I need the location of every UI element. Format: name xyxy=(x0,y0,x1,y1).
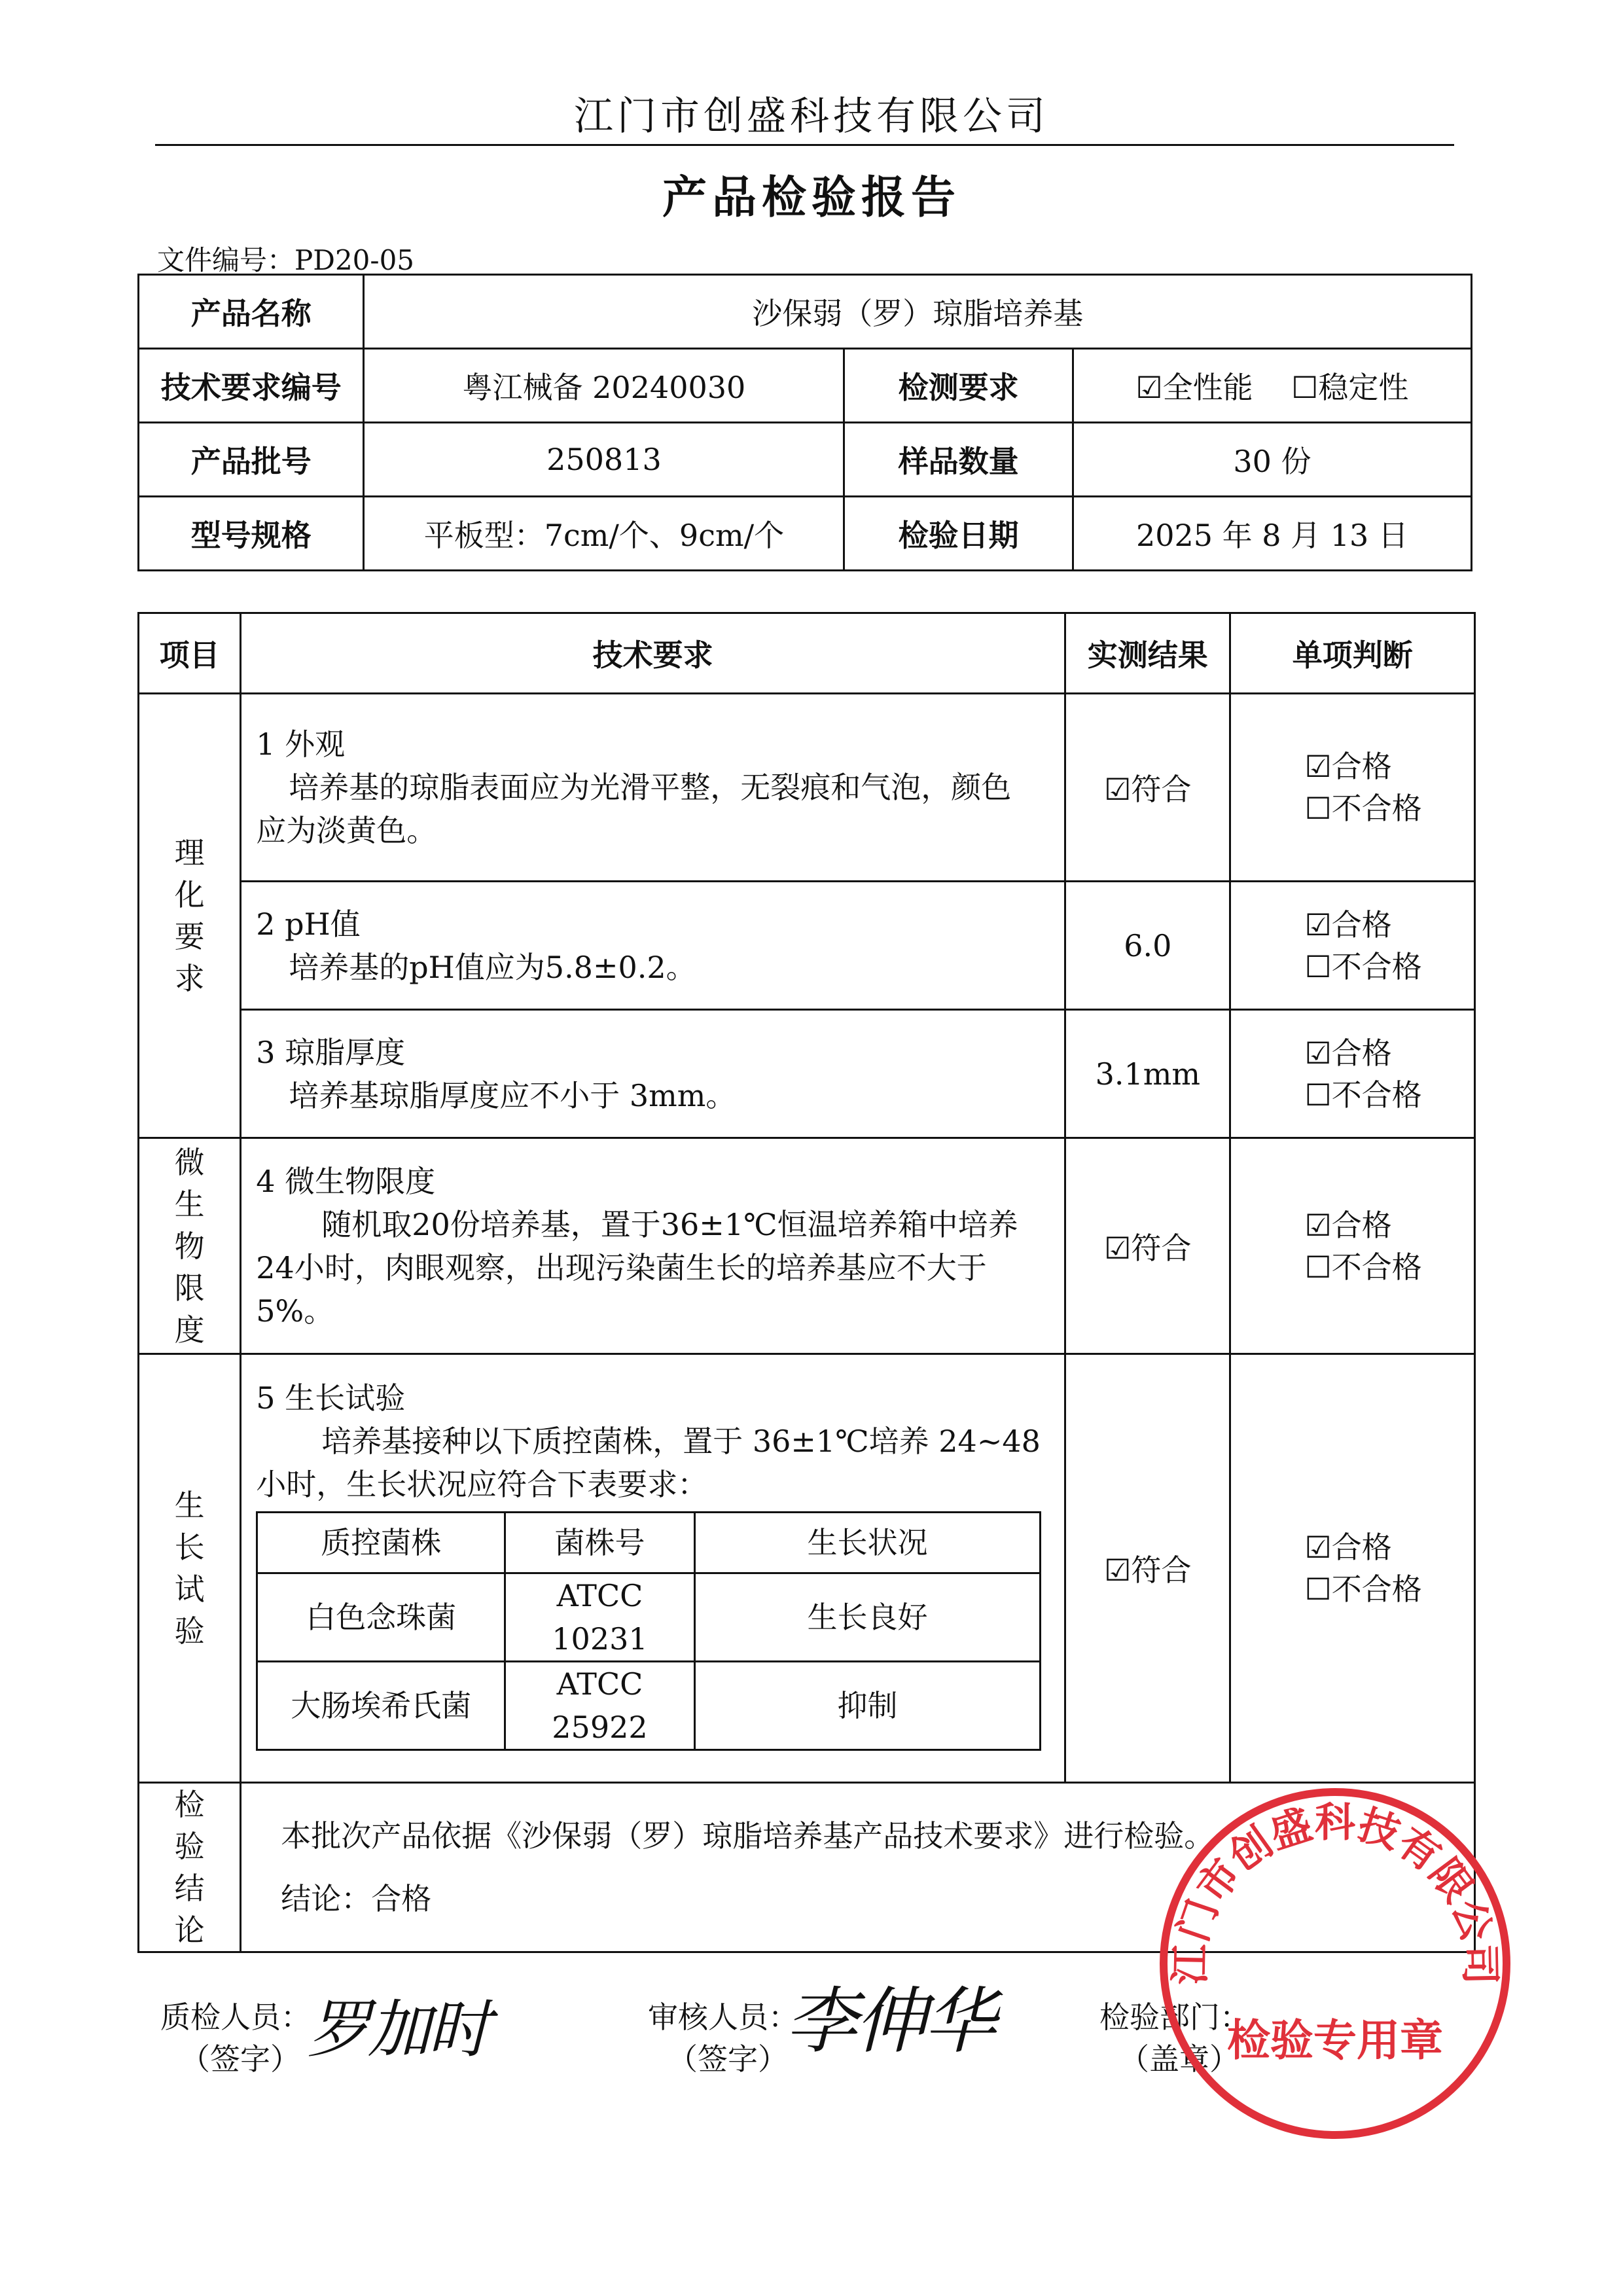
requirement-title: 1 外观 xyxy=(256,726,346,762)
strain-table xyxy=(256,1511,1041,1751)
inspector-block xyxy=(160,1996,311,2080)
header-requirement: 技术要求 xyxy=(241,613,1065,694)
inspector-label: 质检人员： xyxy=(160,2000,311,2035)
requirement-text: 培养基琼脂厚度应不小于 3mm。 xyxy=(289,1077,736,1113)
category-char: 要 xyxy=(174,919,205,954)
test-req-value xyxy=(1073,349,1471,423)
judgement-ph xyxy=(1230,882,1475,1010)
batch-label: 产品批号 xyxy=(139,423,364,497)
category-char: 化 xyxy=(174,877,205,912)
strain-cell: 白色念珠菌 xyxy=(257,1573,505,1662)
seal-ring-text xyxy=(1166,1799,1504,1985)
requirement-title: 3 琼脂厚度 xyxy=(256,1034,406,1070)
category-char: 验 xyxy=(174,1613,205,1649)
strain-header: 菌株号 xyxy=(505,1513,695,1573)
requirement-growth-test xyxy=(241,1354,1065,1783)
document-number-label: 文件编号： xyxy=(157,244,295,276)
seal-ring-path-text: 江门市创盛科技有限公司 xyxy=(1166,1798,1505,1986)
requirement-text: 应为淡黄色。 xyxy=(256,813,437,848)
fail-checkbox: ☐不合格 xyxy=(1304,1249,1422,1285)
category-char: 试 xyxy=(174,1571,205,1607)
reviewer-note: （签字） xyxy=(668,2041,788,2077)
category-char: 验 xyxy=(174,1829,205,1864)
sample-qty-label: 样品数量 xyxy=(844,423,1073,497)
requirement-text: 小时，生长状况应符合下表要求： xyxy=(256,1467,708,1502)
fail-checkbox: ☐不合格 xyxy=(1304,791,1422,826)
fail-checkbox: ☐不合格 xyxy=(1304,948,1422,984)
reviewer-signature: 李伸华 xyxy=(785,1979,993,2063)
category-growth xyxy=(139,1354,241,1783)
stability-checkbox: ☐稳定性 xyxy=(1291,370,1409,405)
batch-value: 250813 xyxy=(364,423,844,497)
document-number xyxy=(157,239,414,278)
conclusion-statement: 本批次产品依据《沙保弱（罗）琼脂培养基产品技术要求》进行检验。 xyxy=(281,1818,1215,1854)
strain-cell: 大肠埃希氏菌 xyxy=(257,1662,505,1750)
pass-checkbox: ☑合格 xyxy=(1304,1035,1392,1071)
judgement-thickness xyxy=(1230,1010,1475,1138)
result-ph: 6.0 xyxy=(1065,882,1230,1010)
category-micro xyxy=(139,1138,241,1354)
requirement-text: 培养基的琼脂表面应为光滑平整，无裂痕和气泡，颜色 xyxy=(289,770,1012,805)
header-judgement: 单项判断 xyxy=(1230,613,1475,694)
judgement-growth-test xyxy=(1230,1354,1475,1783)
result-microbial-limit: ☑符合 xyxy=(1065,1138,1230,1354)
reviewer-label: 审核人员： xyxy=(648,2000,798,2035)
category-physchem xyxy=(139,694,241,1138)
result-thickness: 3.1mm xyxy=(1065,1010,1230,1138)
pass-checkbox: ☑合格 xyxy=(1304,906,1392,942)
category-char: 物 xyxy=(174,1228,205,1264)
category-char: 度 xyxy=(174,1312,205,1348)
requirement-ph xyxy=(241,882,1065,1010)
tech-no-label: 技术要求编号 xyxy=(139,349,364,423)
fail-checkbox: ☐不合格 xyxy=(1304,1571,1422,1607)
requirement-title: 5 生长试验 xyxy=(256,1380,406,1416)
requirement-text: 随机取20份培养基，置于36±1℃恒温培养箱中培养 xyxy=(321,1206,1018,1242)
strain-header: 生长状况 xyxy=(694,1513,1041,1573)
company-name: 江门市创盛科技有限公司 xyxy=(574,94,1049,139)
department-note: （盖章） xyxy=(1119,2041,1240,2077)
requirement-title: 2 pH值 xyxy=(256,906,361,942)
header-result: 实测结果 xyxy=(1065,613,1230,694)
category-conclusion xyxy=(139,1783,241,1952)
judgement-appearance xyxy=(1230,694,1475,882)
pass-checkbox: ☑合格 xyxy=(1304,749,1392,784)
test-date-value: 2025 年 8 月 13 日 xyxy=(1073,497,1471,571)
pass-checkbox: ☑合格 xyxy=(1304,1530,1392,1565)
model-label: 型号规格 xyxy=(139,497,364,571)
requirement-thickness xyxy=(241,1010,1065,1138)
company-seal xyxy=(1152,1780,1518,2147)
category-char: 结 xyxy=(174,1871,205,1906)
category-char: 检 xyxy=(174,1787,205,1822)
header-item: 项目 xyxy=(139,613,241,694)
report-title: 产品检验报告 xyxy=(662,172,961,224)
conclusion-result: 结论：合格 xyxy=(281,1881,432,1916)
category-char: 长 xyxy=(174,1530,205,1565)
inspector-signature: 罗加时 xyxy=(308,1993,488,2066)
category-char: 微 xyxy=(174,1144,205,1180)
requirement-text: 培养基接种以下质控菌株，置于 36±1℃培养 24~48 xyxy=(321,1424,1041,1459)
fail-checkbox: ☐不合格 xyxy=(1304,1077,1422,1113)
sample-qty-value: 30 份 xyxy=(1073,423,1471,497)
document-number-value: PD20-05 xyxy=(294,244,415,276)
requirement-title: 4 微生物限度 xyxy=(256,1163,436,1199)
requirement-microbial-limit xyxy=(241,1138,1065,1354)
requirement-appearance xyxy=(241,694,1065,882)
category-char: 生 xyxy=(174,1186,205,1222)
requirement-text: 24小时，肉眼观察，出现污染菌生长的培养基应不大于5%。 xyxy=(256,1249,987,1329)
category-char: 理 xyxy=(174,835,205,870)
strain-header: 质控菌株 xyxy=(257,1513,505,1573)
test-date-label: 检验日期 xyxy=(844,497,1073,571)
result-appearance: ☑符合 xyxy=(1065,694,1230,882)
strain-cell: ATCC 10231 xyxy=(505,1573,695,1662)
department-label: 检验部门： xyxy=(1099,2000,1250,2035)
product-name-label: 产品名称 xyxy=(139,275,364,349)
model-value: 平板型：7cm/个、9cm/个 xyxy=(364,497,844,571)
requirement-text: 培养基的pH值应为5.8±0.2。 xyxy=(289,949,696,985)
category-char: 论 xyxy=(174,1912,205,1948)
product-info-table xyxy=(137,274,1472,571)
product-name-value: 沙保弱（罗）琼脂培养基 xyxy=(364,275,1472,349)
tech-no-value: 粤江械备 20240030 xyxy=(364,349,844,423)
inspector-note: （签字） xyxy=(180,2041,300,2077)
category-char: 生 xyxy=(174,1488,205,1523)
header-divider xyxy=(155,144,1454,146)
strain-cell: 生长良好 xyxy=(694,1573,1041,1662)
pass-checkbox: ☑合格 xyxy=(1304,1207,1392,1243)
category-char: 限 xyxy=(174,1270,205,1306)
inspection-table xyxy=(137,612,1476,1953)
reviewer-block xyxy=(648,1996,798,2080)
judgement-microbial-limit xyxy=(1230,1138,1475,1354)
strain-cell: 抑制 xyxy=(694,1662,1041,1750)
strain-cell: ATCC 25922 xyxy=(505,1662,695,1750)
full-performance-checkbox: ☑全性能 xyxy=(1135,370,1253,405)
seal-center-text: 检验专用章 xyxy=(1227,2015,1443,2066)
category-char: 求 xyxy=(174,961,205,996)
result-growth-test: ☑符合 xyxy=(1065,1354,1230,1783)
test-req-label: 检测要求 xyxy=(844,349,1073,423)
